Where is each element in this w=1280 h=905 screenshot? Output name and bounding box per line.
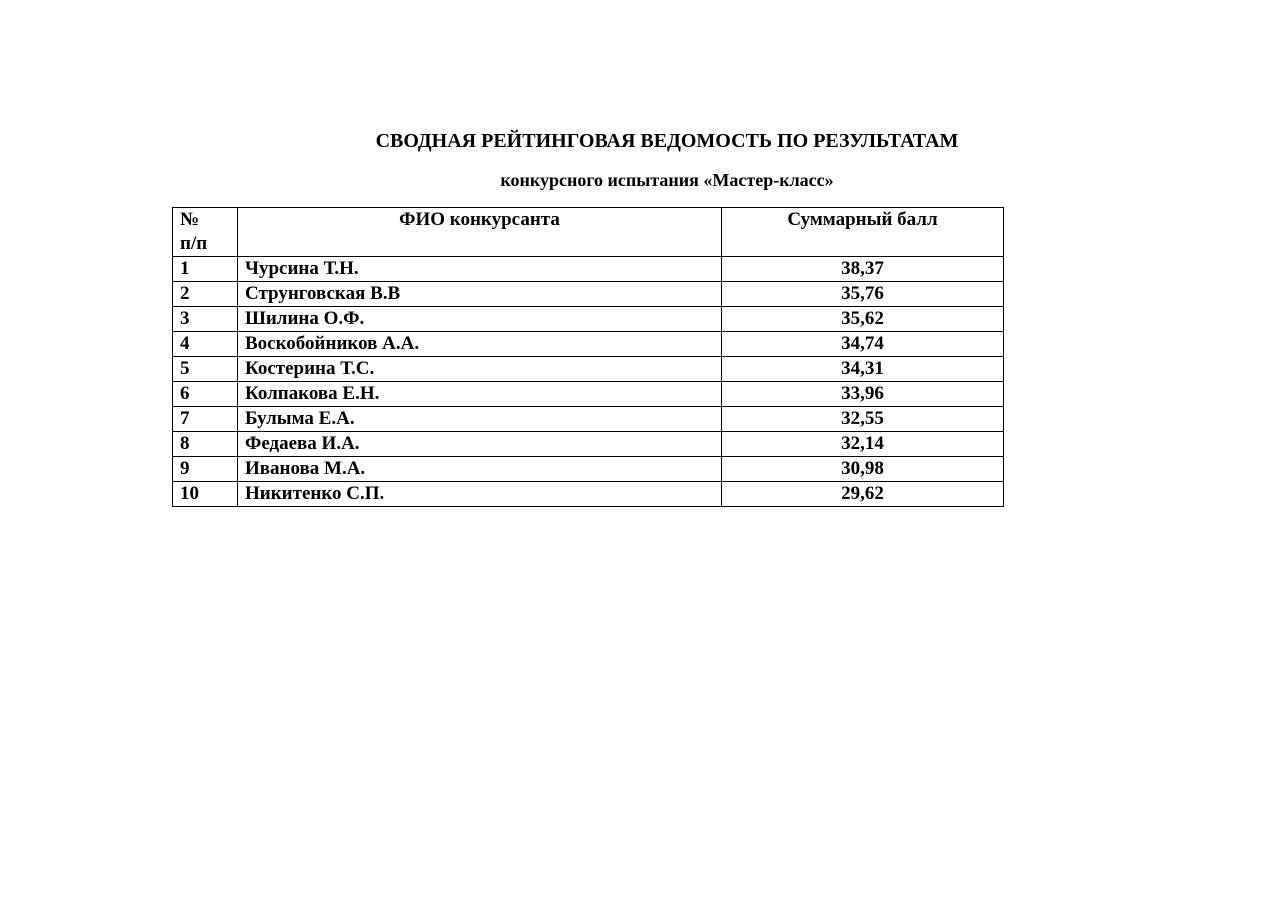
table-row — [173, 282, 1004, 307]
row-number: 4 — [173, 332, 238, 357]
row-name: Булыма Е.А. — [238, 407, 722, 432]
table-row — [173, 307, 1004, 332]
row-score: 34,74 — [722, 332, 1004, 357]
row-name: Колпакова Е.Н. — [238, 382, 722, 407]
row-score: 35,62 — [722, 307, 1004, 332]
row-number: 5 — [173, 357, 238, 382]
table-row — [173, 357, 1004, 382]
header-number — [173, 208, 238, 257]
table-row — [173, 382, 1004, 407]
row-number: 8 — [173, 432, 238, 457]
row-score: 38,37 — [722, 257, 1004, 282]
header-score: Суммарный балл — [722, 208, 1004, 257]
row-name: Костерина Т.С. — [238, 357, 722, 382]
row-score: 33,96 — [722, 382, 1004, 407]
row-name: Чурсина Т.Н. — [238, 257, 722, 282]
row-name: Федаева И.А. — [238, 432, 722, 457]
row-name: Воскобойников А.А. — [238, 332, 722, 357]
document-subtitle: конкурсного испытания «Мастер-класс» — [500, 170, 834, 190]
document-title: СВОДНАЯ РЕЙТИНГОВАЯ ВЕДОМОСТЬ ПО РЕЗУЛЬТАТАМ — [375, 130, 959, 152]
row-number: 1 — [173, 257, 238, 282]
row-score: 30,98 — [722, 457, 1004, 482]
table-row — [173, 332, 1004, 357]
table-header-row — [173, 208, 1004, 257]
row-score: 32,14 — [722, 432, 1004, 457]
row-number: 2 — [173, 282, 238, 307]
row-score: 35,76 — [722, 282, 1004, 307]
row-number: 6 — [173, 382, 238, 407]
row-number: 9 — [173, 457, 238, 482]
row-name: Иванова М.А. — [238, 457, 722, 482]
row-score: 29,62 — [722, 482, 1004, 507]
row-number: 10 — [173, 482, 238, 507]
table-row — [173, 407, 1004, 432]
header-number-line2: п/п — [180, 233, 208, 254]
header-number-line1: № — [180, 209, 200, 230]
table-row — [173, 482, 1004, 507]
table-row — [173, 257, 1004, 282]
table-row — [173, 457, 1004, 482]
row-name: Никитенко С.П. — [238, 482, 722, 507]
row-name: Струнговская В.В — [238, 282, 722, 307]
row-score: 32,55 — [722, 407, 1004, 432]
row-number: 3 — [173, 307, 238, 332]
header-name: ФИО конкурсанта — [238, 208, 722, 257]
rating-table — [172, 207, 1004, 507]
table-row — [173, 432, 1004, 457]
row-number: 7 — [173, 407, 238, 432]
row-name: Шилина О.Ф. — [238, 307, 722, 332]
row-score: 34,31 — [722, 357, 1004, 382]
